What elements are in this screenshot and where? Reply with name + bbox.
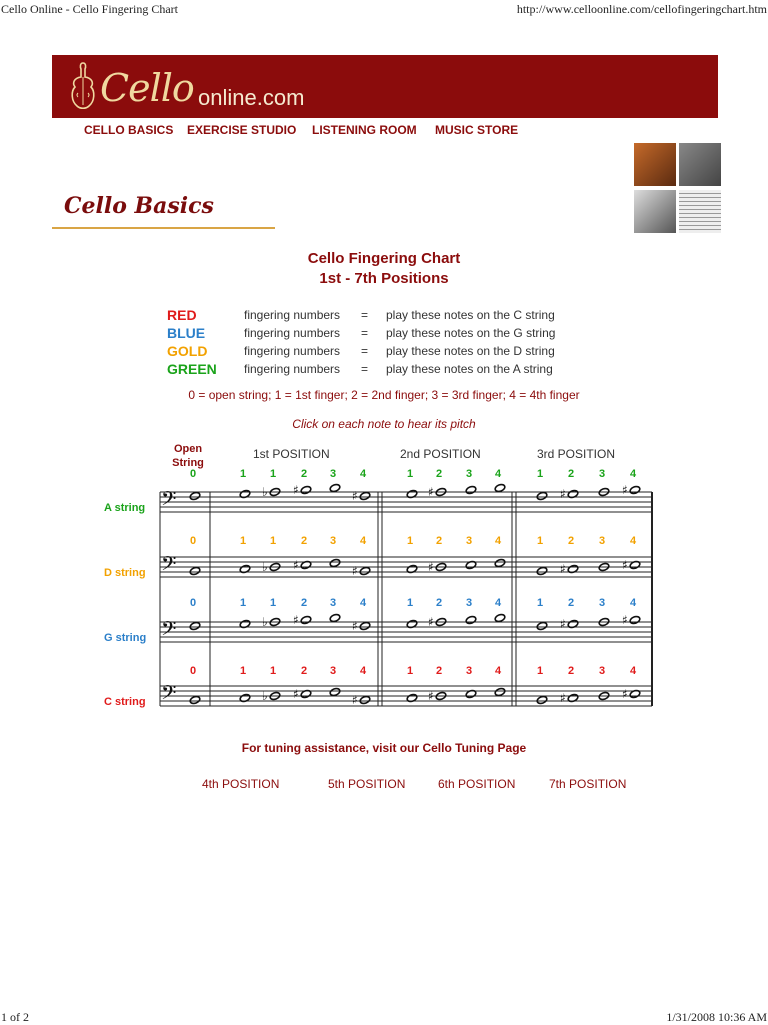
- bass-clef-icon: 𝄢: [161, 617, 177, 645]
- note-head[interactable]: [494, 687, 506, 696]
- finger-number: 4: [494, 597, 502, 609]
- position-7-link[interactable]: 7th POSITION: [549, 777, 627, 791]
- legend-color-blue: BLUE: [167, 325, 206, 341]
- legend-desc: play these notes on the A string: [386, 362, 553, 376]
- finger-number: 2: [435, 468, 443, 480]
- finger-number: 3: [465, 535, 473, 547]
- note-head[interactable]: [465, 485, 477, 494]
- legend-color-green: GREEN: [167, 361, 217, 377]
- nav-exercise-studio[interactable]: EXERCISE STUDIO: [187, 123, 297, 137]
- finger-number: 1: [269, 665, 277, 677]
- note-head[interactable]: [329, 483, 341, 492]
- finger-number: 3: [329, 468, 337, 480]
- finger-number: 1: [269, 597, 277, 609]
- sharp-icon: ♯: [428, 689, 434, 703]
- sharp-icon: ♯: [622, 558, 628, 572]
- position-5-link[interactable]: 5th POSITION: [328, 777, 406, 791]
- sharp-icon: ♯: [352, 564, 358, 578]
- note-head[interactable]: [189, 695, 201, 704]
- sharp-icon: ♯: [428, 615, 434, 629]
- finger-number: 1: [406, 665, 414, 677]
- position-heading-3: 3rd POSITION: [537, 447, 616, 461]
- note-head[interactable]: [494, 613, 506, 622]
- legend-eq: =: [361, 362, 369, 376]
- finger-number: 2: [300, 535, 308, 547]
- finger-number: 1: [239, 468, 247, 480]
- finger-number: 3: [465, 468, 473, 480]
- legend-label: fingering numbers: [244, 326, 341, 340]
- note-head[interactable]: [189, 566, 201, 575]
- sharp-icon: ♯: [622, 483, 628, 497]
- flat-icon: ♭: [262, 485, 268, 499]
- nav-music-store[interactable]: MUSIC STORE: [435, 123, 519, 137]
- finger-number-open: 0: [189, 535, 197, 547]
- print-footer-date: 1/31/2008 10:36 AM: [666, 1010, 767, 1024]
- finger-number: 4: [494, 468, 502, 480]
- finger-number: 1: [239, 535, 247, 547]
- finger-number: 3: [329, 597, 337, 609]
- note-head[interactable]: [629, 485, 641, 494]
- note-head[interactable]: [329, 558, 341, 567]
- sharp-icon: ♯: [293, 483, 299, 497]
- finger-number: 4: [629, 665, 637, 677]
- finger-number: 3: [598, 597, 606, 609]
- note-head[interactable]: [359, 491, 371, 500]
- legend-eq: =: [361, 344, 369, 358]
- legend-color-red: RED: [167, 307, 197, 323]
- finger-number: 1: [239, 665, 247, 677]
- finger-number: 1: [536, 597, 544, 609]
- bass-clef-icon: 𝄢: [161, 552, 177, 580]
- open-string-label: Open String: [172, 443, 204, 469]
- legend-label: fingering numbers: [244, 344, 341, 358]
- flat-icon: ♭: [262, 560, 268, 574]
- finger-number: 2: [300, 597, 308, 609]
- note-head[interactable]: [494, 558, 506, 567]
- flat-icon: ♭: [262, 689, 268, 703]
- position-4-link[interactable]: 4th POSITION: [202, 777, 280, 791]
- position-heading-2: 2nd POSITION: [400, 447, 481, 461]
- sharp-icon: ♯: [428, 560, 434, 574]
- legend-desc: play these notes on the G string: [386, 326, 556, 340]
- finger-number: 1: [406, 468, 414, 480]
- note-head[interactable]: [465, 615, 477, 624]
- finger-number: 2: [567, 665, 575, 677]
- note-head[interactable]: [536, 695, 548, 704]
- tuning-page-link[interactable]: For tuning assistance, visit our Cello Tuning Page: [241, 741, 527, 755]
- finger-number: 2: [300, 665, 308, 677]
- finger-number: 4: [359, 535, 367, 547]
- note-head[interactable]: [494, 483, 506, 492]
- finger-number: 2: [567, 535, 575, 547]
- sharp-icon: ♯: [293, 613, 299, 627]
- note-head[interactable]: [629, 615, 641, 624]
- finger-number: 2: [567, 468, 575, 480]
- position-6-link[interactable]: 6th POSITION: [438, 777, 516, 791]
- logo-domain: online.com: [198, 85, 305, 110]
- finger-number: 1: [239, 597, 247, 609]
- note-head[interactable]: [329, 687, 341, 696]
- note-head[interactable]: [536, 621, 548, 630]
- finger-number: 1: [406, 535, 414, 547]
- sharp-icon: ♯: [560, 487, 566, 501]
- finger-number: 4: [359, 665, 367, 677]
- finger-number: 4: [359, 597, 367, 609]
- section-title: Cello Basics: [64, 193, 214, 219]
- finger-number-open: 0: [189, 597, 197, 609]
- note-head[interactable]: [300, 615, 312, 624]
- note-head[interactable]: [300, 485, 312, 494]
- string-label: G string: [104, 632, 147, 644]
- finger-number: 4: [359, 468, 367, 480]
- position-heading-1: 1st POSITION: [253, 447, 330, 461]
- finger-number: 2: [435, 665, 443, 677]
- finger-number: 2: [567, 597, 575, 609]
- flat-icon: ♭: [262, 615, 268, 629]
- print-header-url: http://www.celloonline.com/cellofingeringchart.htm: [516, 2, 767, 16]
- sharp-icon: ♯: [352, 619, 358, 633]
- legend-label: fingering numbers: [244, 362, 341, 376]
- sharp-icon: ♯: [293, 558, 299, 572]
- finger-number-open: 0: [189, 665, 197, 677]
- print-footer-page: 1 of 2: [1, 1010, 29, 1024]
- sharp-icon: ♯: [293, 687, 299, 701]
- finger-number: 3: [598, 665, 606, 677]
- logo-wordmark: Cello: [100, 66, 194, 110]
- string-label: D string: [104, 567, 146, 579]
- click-hint: Click on each note to hear its pitch: [292, 417, 476, 431]
- sharp-icon: ♯: [352, 693, 358, 707]
- sharp-icon: ♯: [560, 562, 566, 576]
- finger-number: 3: [465, 597, 473, 609]
- finger-number: 4: [629, 468, 637, 480]
- note-head[interactable]: [359, 621, 371, 630]
- legend-eq: =: [361, 308, 369, 322]
- finger-number: 3: [329, 535, 337, 547]
- finger-number: 1: [536, 665, 544, 677]
- note-head[interactable]: [359, 695, 371, 704]
- finger-key: 0 = open string; 1 = 1st finger; 2 = 2nd finger; 3 = 3rd finger; 4 = 4th finger: [188, 388, 580, 402]
- finger-number: 3: [329, 665, 337, 677]
- finger-number: 4: [494, 665, 502, 677]
- finger-number: 3: [465, 665, 473, 677]
- sharp-icon: ♯: [560, 617, 566, 631]
- bass-clef-icon: 𝄢: [161, 681, 177, 709]
- note-head[interactable]: [359, 566, 371, 575]
- sharp-icon: ♯: [352, 489, 358, 503]
- finger-number: 4: [629, 597, 637, 609]
- finger-number: 3: [598, 468, 606, 480]
- print-header-title: Cello Online - Cello Fingering Chart: [1, 2, 178, 16]
- legend-label: fingering numbers: [244, 308, 341, 322]
- string-label: C string: [104, 696, 146, 708]
- finger-number: 2: [435, 535, 443, 547]
- nav-cello-basics[interactable]: CELLO BASICS: [84, 123, 174, 137]
- finger-number-open: 0: [189, 468, 197, 480]
- legend-desc: play these notes on the C string: [386, 308, 555, 322]
- string-label: A string: [104, 502, 146, 514]
- note-head[interactable]: [329, 613, 341, 622]
- sharp-icon: ♯: [428, 485, 434, 499]
- page-title: Cello Fingering Chart: [307, 250, 461, 267]
- page-subtitle: 1st - 7th Positions: [319, 270, 449, 287]
- finger-number: 1: [269, 468, 277, 480]
- nav-listening-room[interactable]: LISTENING ROOM: [312, 123, 417, 137]
- finger-number: 1: [406, 597, 414, 609]
- legend-color-gold: GOLD: [167, 343, 208, 359]
- note-head[interactable]: [536, 491, 548, 500]
- finger-number: 1: [536, 535, 544, 547]
- note-head[interactable]: [189, 621, 201, 630]
- note-head[interactable]: [189, 491, 201, 500]
- legend-desc: play these notes on the D string: [386, 344, 555, 358]
- sharp-icon: ♯: [622, 613, 628, 627]
- sharp-icon: ♯: [560, 691, 566, 705]
- legend-eq: =: [361, 326, 369, 340]
- finger-number: 4: [629, 535, 637, 547]
- finger-number: 1: [536, 468, 544, 480]
- finger-number: 4: [494, 535, 502, 547]
- note-head[interactable]: [536, 566, 548, 575]
- finger-number: 2: [300, 468, 308, 480]
- finger-number: 1: [269, 535, 277, 547]
- bass-clef-icon: 𝄢: [161, 487, 177, 515]
- finger-number: 2: [435, 597, 443, 609]
- finger-number: 3: [598, 535, 606, 547]
- sharp-icon: ♯: [622, 687, 628, 701]
